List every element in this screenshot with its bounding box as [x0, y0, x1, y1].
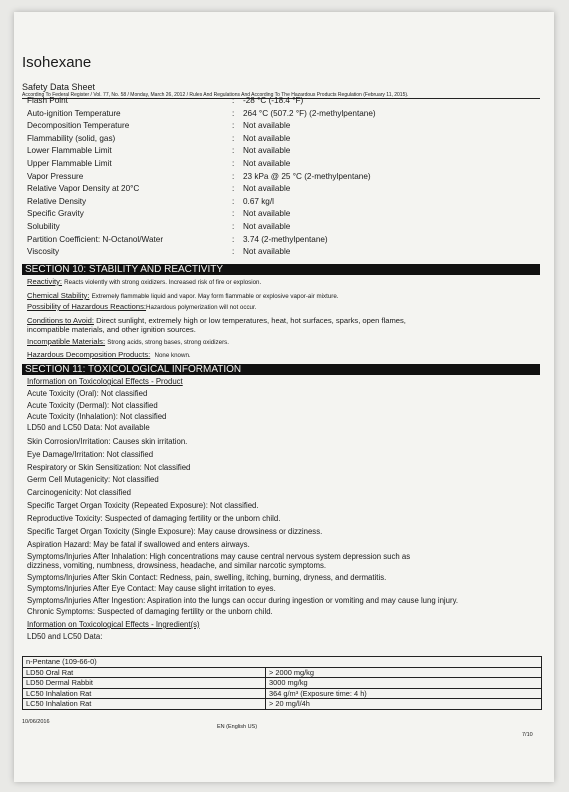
property-name: Decomposition Temperature: [27, 121, 130, 131]
document-page: [14, 12, 554, 782]
conditions-avoid-label: Conditions to Avoid:: [27, 316, 94, 325]
document-type: Safety Data Sheet: [22, 82, 96, 92]
tox-line: Eye Damage/Irritation: Not classified: [27, 450, 154, 459]
tox-line: dizziness, vomiting, numbness, drowsiness, headache, and similar narcotic symptoms.: [27, 561, 327, 570]
property-value: Not available: [243, 221, 291, 231]
table-cell-value: > 2000 mg/kg: [266, 667, 542, 678]
property-colon: :: [232, 209, 235, 219]
property-name: Vapor Pressure: [27, 171, 84, 181]
property-row: [27, 222, 527, 235]
tox-line: LD50 and LC50 Data: Not available: [27, 423, 150, 432]
conditions-avoid-line: [27, 316, 406, 325]
property-colon: :: [232, 133, 235, 143]
tox-line: Respiratory or Skin Sensitization: Not classified: [27, 463, 191, 472]
table-header-row: [23, 657, 542, 668]
property-colon: :: [232, 184, 235, 194]
property-row: [27, 235, 527, 248]
table-cell-value: 3000 mg/kg: [266, 678, 542, 689]
property-row: [27, 121, 527, 134]
property-name: Viscosity: [27, 247, 60, 257]
decomposition-products-text: None known.: [154, 352, 191, 359]
property-colon: :: [232, 171, 235, 181]
chem-stability-text: Extremely flammable liquid and vapor. May form flammable or explosive vapor-air mixture.: [91, 293, 339, 300]
property-value: Not available: [243, 247, 291, 257]
table-cell-test: LD50 Dermal Rabbit: [23, 678, 266, 689]
property-row: [27, 247, 527, 260]
incompatible-materials-label: Incompatible Materials:: [27, 337, 106, 346]
hazardous-reactions-line: [27, 302, 256, 311]
hazardous-reactions-label: Possibility of Hazardous Reactions:: [27, 302, 147, 311]
chem-stability-label: Chemical Stability:: [27, 291, 90, 300]
conditions-avoid-continued: incompatible materials, and other ignition sources.: [27, 325, 196, 334]
property-colon: :: [232, 247, 235, 257]
table-cell-test: LC50 Inhalation Rat: [23, 688, 266, 699]
property-row: [27, 209, 527, 222]
property-value: -28 °C (-18.4 °F): [243, 96, 304, 105]
tox-line: Specific Target Organ Toxicity (Single Exposure): May cause drowsiness or dizziness.: [27, 527, 323, 536]
footer-date: 10/06/2016: [22, 719, 50, 725]
property-value: 3.74 (2-methylpentane): [243, 234, 328, 244]
property-name: Partition Coefficient: N-Octanol/Water: [27, 234, 164, 244]
property-row: [27, 197, 527, 210]
tox-line: Aspiration Hazard: May be fatal if swallowed and enters airways.: [27, 540, 250, 549]
reactivity-text: Reacts violently with strong oxidizers. Increased risk of fire or explosion.: [64, 279, 262, 286]
decomposition-products-label: Hazardous Decomposition Products:: [27, 350, 151, 359]
property-row: [27, 109, 527, 122]
tox-line: Specific Target Organ Toxicity (Repeated Exposure): Not classified.: [27, 501, 259, 510]
tox-line: Acute Toxicity (Inhalation): Not classified: [27, 412, 167, 421]
tox-line: Reproductive Toxicity: Suspected of damaging fertility or the unborn child.: [27, 514, 281, 523]
property-colon: :: [232, 234, 235, 244]
property-colon: :: [232, 196, 235, 206]
table-cell-test: LC50 Inhalation Rat: [23, 699, 266, 710]
tox-line: Carcinogenicity: Not classified: [27, 488, 132, 497]
property-name: Upper Flammable Limit: [27, 158, 112, 168]
decomposition-products-line: [27, 350, 191, 359]
tox-line: Germ Cell Mutagenicity: Not classified: [27, 475, 159, 484]
property-value: 264 °C (507.2 °F) (2-methylpentane): [243, 108, 376, 118]
properties-list: [27, 96, 527, 260]
hazardous-reactions-text: Hazardous polymerization will not occur.: [146, 304, 257, 311]
property-name: Relative Density: [27, 196, 87, 206]
property-row: [27, 146, 527, 159]
table-cell-value: > 20 mg/l/4h: [266, 699, 542, 710]
product-title: Isohexane: [22, 54, 92, 71]
property-name: Specific Gravity: [27, 209, 84, 219]
table-row: [23, 688, 542, 699]
regulation-line: According To Federal Register / Vol. 77, No. 58 / Monday, March 26, 2012 / Rules And Regulations And According To The Hazardous Products Regulation (February 11, 2015).: [22, 92, 409, 98]
table-row: [23, 667, 542, 678]
ingredient-tox-table: [22, 656, 542, 710]
table-cell-test: LD50 Oral Rat: [23, 667, 266, 678]
footer-page-number: 7/10: [522, 732, 533, 738]
chemical-stability-line: [27, 291, 339, 300]
property-value: Not available: [243, 146, 291, 156]
property-value: Not available: [243, 209, 291, 219]
subheading-product: Information on Toxicological Effects - Product: [27, 377, 183, 386]
property-row: [27, 134, 527, 147]
property-name: Auto-ignition Temperature: [27, 108, 121, 118]
section10-header: SECTION 10: STABILITY AND REACTIVITY: [22, 264, 540, 275]
tox-line: Acute Toxicity (Dermal): Not classified: [27, 401, 158, 410]
property-value: 23 kPa @ 25 °C (2-methylpentane): [243, 171, 371, 181]
property-name: Lower Flammable Limit: [27, 146, 112, 156]
tox-line: Symptoms/Injuries After Eye Contact: May cause slight irritation to eyes.: [27, 584, 276, 593]
property-row: [27, 172, 527, 185]
reactivity-line: [27, 277, 261, 286]
property-value: Not available: [243, 133, 291, 143]
reactivity-label: Reactivity:: [27, 277, 63, 286]
property-row: [27, 159, 527, 172]
table-row: [23, 678, 542, 689]
property-name: Solubility: [27, 221, 60, 231]
property-row: [27, 184, 527, 197]
property-colon: :: [232, 221, 235, 231]
conditions-avoid-text: Direct sunlight, extremely high or low temperatures, heat, hot surfaces, sparks, open flames,: [96, 316, 406, 325]
footer-language: EN (English US): [217, 724, 258, 730]
property-name: Relative Vapor Density at 20°C: [27, 184, 140, 194]
tox-line: Symptoms/Injuries After Skin Contact: Redness, pain, swelling, itching, burning, dryness, and dermatitis.: [27, 573, 387, 582]
table-row: [23, 699, 542, 710]
subheading-ingredient: Information on Toxicological Effects - Ingredient(s): [27, 620, 200, 629]
property-value: 0.67 kg/l: [243, 196, 274, 206]
property-colon: :: [232, 96, 235, 105]
incompatible-materials-text: Strong acids, strong bases, strong oxidizers.: [107, 339, 229, 346]
property-colon: :: [232, 121, 235, 131]
table-cell-value: 364 g/m³ (Exposure time: 4 h): [266, 688, 542, 699]
property-colon: :: [232, 146, 235, 156]
section11-header: SECTION 11: TOXICOLOGICAL INFORMATION: [22, 364, 540, 375]
property-name: Flammability (solid, gas): [27, 133, 116, 143]
tox-line: Symptoms/Injuries After Ingestion: Aspiration into the lungs can occur during ingestion or vomiting and may cause lung injury.: [27, 596, 459, 605]
property-colon: :: [232, 158, 235, 168]
incompatible-materials-line: [27, 337, 229, 346]
property-name: Flash Point: [27, 96, 68, 105]
tox-line: Symptoms/Injuries After Inhalation: High concentrations may cause central nervous system depression such as: [27, 552, 411, 561]
tox-line: Chronic Symptoms: Suspected of damaging fertility or the unborn child.: [27, 607, 273, 616]
property-value: Not available: [243, 184, 291, 194]
table-header-cell: n-Pentane (109-66-0): [23, 657, 542, 668]
property-value: Not available: [243, 121, 291, 131]
property-value: Not available: [243, 158, 291, 168]
property-row: [27, 96, 527, 109]
property-colon: :: [232, 108, 235, 118]
ld50-data-line: LD50 and LC50 Data:: [27, 632, 103, 641]
tox-line: Acute Toxicity (Oral): Not classified: [27, 389, 148, 398]
tox-line: Skin Corrosion/Irritation: Causes skin irritation.: [27, 437, 188, 446]
